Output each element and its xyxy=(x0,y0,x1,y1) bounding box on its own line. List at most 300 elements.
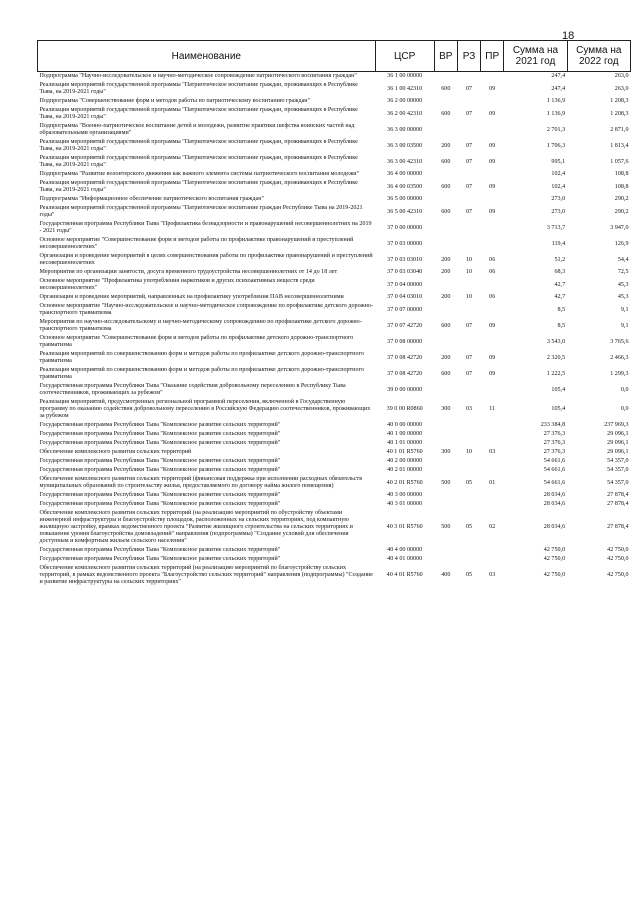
row-sum-2021-cell: 119,4 xyxy=(551,240,566,247)
row-name-cell: Государственная программа Республики Тыва "Комплексное развитие сельских территорий" xyxy=(39,431,281,437)
row-name-cell: Государственная программа Республики Тыва "Комплексное развитие сельских территорий" xyxy=(39,422,281,428)
row-sum-2022-cell: 290,2 xyxy=(614,196,629,202)
row-sum-2022-cell: 2 466,3 xyxy=(610,354,629,361)
row-sum-2021-cell: 54 661,6 xyxy=(543,458,566,464)
row-rz-cell: 07 xyxy=(465,183,473,190)
row-rz-cell: 10 xyxy=(465,294,473,300)
row-sum-2021-cell: 28 034,6 xyxy=(543,501,566,507)
row-pr-cell xyxy=(481,457,504,466)
row-vr-cell xyxy=(434,220,457,236)
row-sum-2021-cell: 1 136,9 xyxy=(546,110,566,117)
row-rz-cell: 05 xyxy=(465,479,473,486)
row-vr-cell xyxy=(434,466,457,475)
row-code-cell: 40 1 01 00000 xyxy=(387,440,423,446)
row-code-cell: 40 1 00 00000 xyxy=(387,431,423,437)
row-code-cell: 40 4 01 00000 xyxy=(387,556,423,562)
row-vr-cell xyxy=(434,122,457,138)
row-vr-cell: 500 xyxy=(441,479,451,486)
row-pr-cell xyxy=(481,466,504,475)
table-header-row xyxy=(38,41,631,72)
row-sum-2022-cell: 0,0 xyxy=(620,386,629,393)
row-code-cell: 40 3 01 R5760 xyxy=(386,524,423,530)
row-sum-2021-cell: 1 136,9 xyxy=(546,98,566,104)
budget-table xyxy=(37,40,631,587)
row-sum-2021-cell: 8,5 xyxy=(557,306,566,313)
row-rz-cell xyxy=(457,195,480,204)
row-code-cell: 37 0 08 42720 xyxy=(387,370,423,377)
row-code-cell: 40 2 01 R5760 xyxy=(386,479,423,486)
row-sum-2022-cell: 0,0 xyxy=(620,406,629,412)
row-rz-cell xyxy=(457,500,480,509)
table-row xyxy=(38,236,631,252)
row-sum-2022-cell: 9,1 xyxy=(620,306,629,313)
row-sum-2022-cell: 3 765,6 xyxy=(610,338,629,345)
row-rz-cell xyxy=(457,122,480,138)
row-pr-cell: 02 xyxy=(489,524,496,530)
row-sum-2021-cell: 102,4 xyxy=(551,171,566,177)
row-code-cell: 37 0 04 00000 xyxy=(387,281,423,288)
row-code-cell: 37 0 07 42720 xyxy=(387,322,423,329)
row-rz-cell: 07 xyxy=(465,370,473,377)
row-rz-cell: 10 xyxy=(465,449,473,455)
row-sum-2022-cell: 29 096,1 xyxy=(607,449,629,455)
row-vr-cell: 600 xyxy=(441,110,451,117)
table-row xyxy=(38,448,631,457)
row-code-cell: 36 2 00 00000 xyxy=(387,98,423,104)
row-sum-2022-cell: 54 357,0 xyxy=(607,467,629,473)
row-vr-cell xyxy=(434,277,457,293)
table-body xyxy=(38,72,631,588)
row-sum-2021-cell: 42,7 xyxy=(554,281,566,288)
header-pr: ПР xyxy=(481,41,504,72)
row-name-cell: Реализация мероприятий по совершенствованию форм и методов работы по профилактике детского дорожно-транспортного травматизма xyxy=(39,351,364,364)
row-rz-cell xyxy=(457,170,480,179)
row-vr-cell xyxy=(434,170,457,179)
row-sum-2022-cell: 263,0 xyxy=(614,85,629,92)
row-pr-cell xyxy=(481,421,504,430)
table-row xyxy=(38,398,631,421)
row-pr-cell: 09 xyxy=(489,85,496,92)
row-vr-cell: 200 xyxy=(441,142,451,149)
row-name-cell: Государственная программа Республики Тыва "Комплексное развитие сельских территорий" xyxy=(39,440,281,446)
row-sum-2021-cell: 28 034,6 xyxy=(543,492,566,498)
row-name-cell: Мероприятия по организации занятости, досуга временного трудоустройства несовершеннолетних от 14 до 18 лет xyxy=(39,269,338,275)
row-pr-cell xyxy=(481,555,504,564)
row-code-cell: 36 5 00 42310 xyxy=(387,208,423,215)
row-pr-cell: 11 xyxy=(489,406,496,412)
row-sum-2021-cell: 102,4 xyxy=(551,183,566,190)
row-vr-cell: 600 xyxy=(441,208,451,215)
row-sum-2021-cell: 42 750,0 xyxy=(543,572,566,578)
row-sum-2021-cell: 2 320,5 xyxy=(546,354,566,361)
row-name-cell: Основное мероприятие "Совершенствование форм и методов работы по профилактике детского дорожно-транспортного травматизма xyxy=(39,335,354,348)
row-rz-cell: 07 xyxy=(465,158,473,165)
row-name-cell: Обеспечение комплексного развития сельских территорий xyxy=(39,449,192,455)
row-name-cell: Основное мероприятие "Научно-исследовательское и научно-методическое сопровождение по профилактике детского дорожно-транспортного травматизма xyxy=(39,303,374,316)
row-rz-cell xyxy=(457,302,480,318)
row-rz-cell: 07 xyxy=(465,354,473,361)
row-sum-2021-cell: 273,0 xyxy=(551,208,566,215)
table-row xyxy=(38,268,631,277)
row-rz-cell: 10 xyxy=(465,256,473,263)
table-row xyxy=(38,350,631,366)
row-code-cell: 39 0 00 00000 xyxy=(387,386,423,393)
row-sum-2021-cell: 54 661,6 xyxy=(543,467,566,473)
row-code-cell: 37 0 04 03010 xyxy=(387,294,423,300)
row-sum-2021-cell: 233 384,8 xyxy=(540,422,566,428)
row-vr-cell: 600 xyxy=(441,183,451,190)
row-vr-cell xyxy=(434,439,457,448)
row-code-cell: 40 3 00 00000 xyxy=(387,492,423,498)
row-code-cell: 36 1 00 42310 xyxy=(387,85,423,92)
table-row xyxy=(38,430,631,439)
row-sum-2021-cell: 247,4 xyxy=(551,85,566,92)
row-sum-2022-cell: 45,3 xyxy=(617,294,629,300)
row-sum-2022-cell: 126,9 xyxy=(614,240,629,247)
row-code-cell: 40 2 00 00000 xyxy=(387,458,423,464)
row-rz-cell xyxy=(457,491,480,500)
row-code-cell: 39 0 00 R0860 xyxy=(386,406,423,412)
row-sum-2021-cell: 42,7 xyxy=(554,294,566,300)
row-vr-cell: 500 xyxy=(441,524,451,530)
row-pr-cell xyxy=(481,500,504,509)
row-rz-cell: 03 xyxy=(465,406,473,412)
row-sum-2022-cell: 263,0 xyxy=(614,73,629,79)
row-name-cell: Государственная программа Республики Тыва "Комплексное развитие сельских территорий" xyxy=(39,458,281,464)
table-row xyxy=(38,122,631,138)
row-name-cell: Реализация мероприятий государственной программы "Патриотическое воспитание граждан, проживающих в Республике Тыва, на 2019-2021 годы" xyxy=(39,180,358,193)
row-name-cell: Реализация мероприятий государственной программы "Патриотическое воспитание граждан, проживающих в Республике Тыва, на 2019-2021 годы" xyxy=(39,82,358,95)
row-vr-cell: 200 xyxy=(441,256,451,263)
row-sum-2021-cell: 247,4 xyxy=(551,73,566,79)
row-pr-cell xyxy=(481,382,504,398)
row-code-cell: 37 0 03 03010 xyxy=(387,256,423,263)
row-sum-2022-cell: 3 947,0 xyxy=(610,224,629,231)
row-name-cell: Государственная программа Республики Тыва "Комплексное развитие сельских территорий" xyxy=(39,501,281,507)
row-rz-cell: 05 xyxy=(465,572,473,578)
header-name: Наименование xyxy=(38,41,376,72)
row-pr-cell xyxy=(481,277,504,293)
row-vr-cell xyxy=(434,302,457,318)
row-sum-2021-cell: 68,3 xyxy=(554,269,566,275)
row-vr-cell xyxy=(434,457,457,466)
table-row xyxy=(38,154,631,170)
row-vr-cell xyxy=(434,491,457,500)
row-name-cell: Реализация мероприятий государственной программы "Патриотическое воспитание граждан, проживающих в Республике Тыва, на 2019-2021 годы" xyxy=(39,155,358,168)
row-code-cell: 40 2 01 00000 xyxy=(387,467,423,473)
row-rz-cell xyxy=(457,555,480,564)
row-sum-2021-cell: 1 222,5 xyxy=(546,370,566,377)
row-sum-2021-cell: 8,5 xyxy=(557,322,566,329)
table-row xyxy=(38,439,631,448)
row-code-cell: 36 5 00 00000 xyxy=(387,196,423,202)
row-sum-2021-cell: 42 750,0 xyxy=(543,547,566,553)
row-vr-cell: 600 xyxy=(441,85,451,92)
row-pr-cell xyxy=(481,302,504,318)
table-row xyxy=(38,466,631,475)
row-sum-2022-cell: 290,2 xyxy=(614,208,629,215)
row-vr-cell xyxy=(434,555,457,564)
row-pr-cell xyxy=(481,430,504,439)
row-name-cell: Государственная программа Республики Тыва "Профилактика безнадзорности и правонарушений несовершеннолетних на 2019 - 2021 годы" xyxy=(39,221,372,234)
row-vr-cell xyxy=(434,421,457,430)
row-vr-cell: 600 xyxy=(441,322,451,329)
table-row xyxy=(38,138,631,154)
row-rz-cell: 05 xyxy=(465,524,473,530)
table-row xyxy=(38,81,631,97)
row-vr-cell: 600 xyxy=(441,370,451,377)
row-sum-2022-cell: 42 750,0 xyxy=(607,556,629,562)
row-pr-cell xyxy=(481,122,504,138)
row-vr-cell: 200 xyxy=(441,294,451,300)
row-name-cell: Подпрограмма "Научно-исследовательское и научно-методическое сопровождение патриотического воспитания граждан" xyxy=(39,73,357,79)
table-row xyxy=(38,72,631,82)
row-sum-2022-cell: 45,3 xyxy=(617,281,629,288)
row-sum-2022-cell: 54,4 xyxy=(617,256,629,263)
row-rz-cell: 07 xyxy=(465,322,473,329)
row-code-cell: 40 0 00 00000 xyxy=(387,422,423,428)
row-sum-2022-cell: 42 750,0 xyxy=(607,547,629,553)
row-vr-cell: 200 xyxy=(441,269,451,275)
row-rz-cell xyxy=(457,439,480,448)
row-pr-cell xyxy=(481,195,504,204)
row-sum-2021-cell: 27 376,3 xyxy=(543,431,566,437)
table-row xyxy=(38,318,631,334)
row-sum-2021-cell: 1 706,3 xyxy=(546,142,566,149)
row-pr-cell: 09 xyxy=(489,370,496,377)
row-code-cell: 36 3 00 00000 xyxy=(387,126,423,133)
row-vr-cell xyxy=(434,500,457,509)
table-row xyxy=(38,334,631,350)
row-name-cell: Государственная программа Республики Тыва "Комплексное развитие сельских территорий" xyxy=(39,467,281,473)
row-pr-cell: 06 xyxy=(489,256,496,263)
row-rz-cell xyxy=(457,334,480,350)
row-sum-2022-cell: 42 750,0 xyxy=(607,572,629,578)
row-name-cell: Подпрограмма "Военно-патриотическое воспитание детей и молодежи, развитие практики шефства воинских частей над образовательными организациями" xyxy=(39,123,355,136)
row-rz-cell xyxy=(457,382,480,398)
row-rz-cell xyxy=(457,430,480,439)
row-code-cell: 36 4 00 03500 xyxy=(387,183,423,190)
row-pr-cell: 09 xyxy=(489,208,496,215)
row-sum-2022-cell: 1 208,3 xyxy=(610,110,629,117)
row-rz-cell xyxy=(457,72,480,82)
row-rz-cell xyxy=(457,421,480,430)
row-pr-cell xyxy=(481,220,504,236)
table-row xyxy=(38,106,631,122)
row-code-cell: 40 4 00 00000 xyxy=(387,547,423,553)
row-sum-2022-cell: 108,8 xyxy=(614,171,629,177)
table-row xyxy=(38,366,631,382)
row-pr-cell: 06 xyxy=(489,294,496,300)
row-pr-cell: 01 xyxy=(489,479,496,486)
row-sum-2021-cell: 42 750,0 xyxy=(543,556,566,562)
row-code-cell: 36 4 00 00000 xyxy=(387,171,423,177)
row-sum-2022-cell: 27 878,4 xyxy=(607,524,629,530)
row-name-cell: Государственная программа Республики Тыва "Комплексное развитие сельских территорий" xyxy=(39,556,281,562)
row-sum-2021-cell: 273,0 xyxy=(551,196,566,202)
row-pr-cell: 09 xyxy=(489,158,496,165)
row-sum-2021-cell: 3 543,0 xyxy=(546,338,566,345)
row-pr-cell: 09 xyxy=(489,183,496,190)
row-rz-cell xyxy=(457,97,480,106)
table-row xyxy=(38,277,631,293)
row-sum-2022-cell: 29 096,1 xyxy=(607,440,629,446)
row-name-cell: Основное мероприятие "Профилактика употребления наркотиков и других психоактивных веществ среди несовершеннолетних" xyxy=(39,278,315,291)
row-vr-cell: 200 xyxy=(441,354,451,361)
table-row xyxy=(38,170,631,179)
row-code-cell: 37 0 03 00000 xyxy=(387,240,423,247)
row-code-cell: 36 2 00 42310 xyxy=(387,110,423,117)
row-name-cell: Мероприятия по научно-исследовательскому и научно-методическому сопровождению по профилактике детского дорожно-транспортного травматизма xyxy=(39,319,362,332)
row-sum-2022-cell: 72,5 xyxy=(617,269,629,275)
row-code-cell: 36 3 00 42310 xyxy=(387,158,423,165)
row-vr-cell xyxy=(434,72,457,82)
row-name-cell: Обеспечение комплексного развития сельских территорий (на реализацию мероприятий по благоустройству сельских территорий, в рамках ведомственного проекта "Благоустройство сельских территорий" направления (подпрограммы) "Создание и развитие инфраструктуры на сельских территориях" xyxy=(39,565,373,585)
page-number: 18 xyxy=(562,30,575,42)
row-name-cell: Подпрограмма "Развитие волонтерского движения как важного элемента системы патриотического воспитания молодежи" xyxy=(39,171,360,177)
row-pr-cell xyxy=(481,546,504,555)
row-rz-cell: 10 xyxy=(465,269,473,275)
row-pr-cell xyxy=(481,170,504,179)
table-row xyxy=(38,220,631,236)
row-sum-2022-cell: 1 813,4 xyxy=(610,142,629,149)
table-row xyxy=(38,382,631,398)
row-sum-2022-cell: 237 969,3 xyxy=(604,422,629,428)
row-code-cell: 40 4 01 R5760 xyxy=(386,572,423,578)
row-pr-cell xyxy=(481,97,504,106)
row-pr-cell: 09 xyxy=(489,322,496,329)
row-sum-2021-cell: 3 713,7 xyxy=(546,224,566,231)
row-rz-cell: 07 xyxy=(465,142,473,149)
row-pr-cell: 03 xyxy=(489,572,496,578)
row-sum-2022-cell: 29 096,1 xyxy=(607,431,629,437)
row-vr-cell: 300 xyxy=(441,449,451,455)
row-vr-cell xyxy=(434,382,457,398)
header-sum-2021: Сумма на 2021 год xyxy=(504,41,567,72)
table-row xyxy=(38,195,631,204)
row-name-cell: Организация и проведение мероприятий, направленных на профилактику употребления ПАВ несовершеннолетними xyxy=(39,294,344,300)
row-code-cell: 37 0 03 03040 xyxy=(387,269,423,275)
row-sum-2022-cell: 9,1 xyxy=(620,322,629,329)
row-vr-cell xyxy=(434,97,457,106)
table-row xyxy=(38,475,631,491)
row-code-cell: 37 0 00 00000 xyxy=(387,224,423,231)
row-pr-cell: 09 xyxy=(489,110,496,117)
header-rz: РЗ xyxy=(457,41,480,72)
row-rz-cell: 07 xyxy=(465,85,473,92)
row-name-cell: Государственная программа Республики Тыва "Оказание содействия добровольному переселению в Республику Тыва соотечественников, проживающих за рубежом" xyxy=(39,383,346,396)
row-rz-cell xyxy=(457,277,480,293)
row-pr-cell xyxy=(481,439,504,448)
row-code-cell: 37 0 08 00000 xyxy=(387,338,423,345)
row-sum-2022-cell: 1 299,3 xyxy=(610,370,629,377)
row-sum-2022-cell: 54 357,0 xyxy=(607,458,629,464)
row-vr-cell: 300 xyxy=(441,406,451,412)
row-sum-2021-cell: 995,1 xyxy=(551,158,566,165)
table-row xyxy=(38,421,631,430)
row-code-cell: 40 3 01 00000 xyxy=(387,501,423,507)
row-rz-cell xyxy=(457,457,480,466)
row-name-cell: Реализация мероприятий государственной программы "Патриотическое воспитание граждан Республике Тыва на 2019-2021 годы" xyxy=(39,205,363,218)
row-name-cell: Государственная программа Республики Тыва "Комплексное развитие сельских территорий" xyxy=(39,547,281,553)
table-row xyxy=(38,546,631,555)
row-sum-2021-cell: 2 701,3 xyxy=(546,126,566,133)
table-row xyxy=(38,293,631,302)
row-rz-cell xyxy=(457,466,480,475)
table-row xyxy=(38,555,631,564)
row-vr-cell: 600 xyxy=(441,158,451,165)
row-code-cell: 37 0 07 00000 xyxy=(387,306,423,313)
table-row xyxy=(38,509,631,546)
table-row xyxy=(38,252,631,268)
row-pr-cell: 03 xyxy=(489,449,496,455)
header-vr: ВР xyxy=(434,41,457,72)
table-row xyxy=(38,491,631,500)
row-sum-2022-cell: 1 057,6 xyxy=(610,158,629,165)
row-vr-cell xyxy=(434,430,457,439)
row-sum-2021-cell: 105,4 xyxy=(551,406,566,412)
row-vr-cell xyxy=(434,546,457,555)
row-vr-cell: 400 xyxy=(441,572,451,578)
row-pr-cell xyxy=(481,334,504,350)
row-rz-cell: 07 xyxy=(465,208,473,215)
row-sum-2021-cell: 27 376,3 xyxy=(543,440,566,446)
table-row xyxy=(38,179,631,195)
row-rz-cell xyxy=(457,236,480,252)
row-name-cell: Подпрограмма "Совершенствование форм и методов работы по патриотическому воспитанию граждан" xyxy=(39,98,311,104)
row-rz-cell xyxy=(457,220,480,236)
row-sum-2022-cell: 27 878,4 xyxy=(607,501,629,507)
row-code-cell: 37 0 08 42720 xyxy=(387,354,423,361)
row-name-cell: Реализация мероприятий государственной программы "Патриотическое воспитание граждан, проживающих в Республике Тыва, на 2019-2021 годы" xyxy=(39,107,358,120)
row-name-cell: Организация и проведение мероприятий в целях совершенствования работы по профилактике правонарушений и преступлений несовершеннолетних xyxy=(39,253,373,266)
row-sum-2022-cell: 1 208,3 xyxy=(610,98,629,104)
table-row xyxy=(38,97,631,106)
table-row xyxy=(38,564,631,587)
row-pr-cell xyxy=(481,491,504,500)
row-pr-cell: 09 xyxy=(489,354,496,361)
table-row xyxy=(38,302,631,318)
row-name-cell: Основное мероприятие "Совершенствование форм и методов работы по профилактике правонарушений и преступлений несовершеннолетних" xyxy=(39,237,354,250)
row-rz-cell: 07 xyxy=(465,110,473,117)
row-name-cell: Обеспечение комплексного развития сельских территорий (финансовая поддержка при исполнении расходных обязательств муниципальных образований по строительству жилья, предоставляемого по договору найма жилого помещения) xyxy=(39,476,363,489)
row-sum-2022-cell: 108,8 xyxy=(614,183,629,190)
row-name-cell: Реализация мероприятий государственной программы "Патриотическое воспитание граждан, проживающих в Республике Тыва, на 2019-2021 годы" xyxy=(39,139,358,152)
row-name-cell: Подпрограмма "Информационное обеспечение патриотического воспитания граждан" xyxy=(39,196,264,202)
row-vr-cell xyxy=(434,195,457,204)
row-vr-cell xyxy=(434,236,457,252)
row-pr-cell xyxy=(481,72,504,82)
row-name-cell: Реализация мероприятий по совершенствованию форм и методов работы по профилактике детского дорожно-транспортного травматизма xyxy=(39,367,364,380)
header-sum-2022: Сумма на 2022 год xyxy=(567,41,630,72)
table-row xyxy=(38,204,631,220)
table-row xyxy=(38,500,631,509)
header-code: ЦСР xyxy=(375,41,434,72)
row-sum-2022-cell: 54 357,0 xyxy=(607,479,629,486)
row-pr-cell: 06 xyxy=(489,269,496,275)
row-pr-cell: 09 xyxy=(489,142,496,149)
row-name-cell: Обеспечение комплексного развития сельских территорий (на реализацию мероприятий по обустройству объектами инженерной инфраструктуры и благоустройству площадок, расположенных на сельских территориях, под компактную жилищную застройку, врамках ведомственного проекта "Развитие жилищного строительства на сельских территориях и повышение уровня благоустройства домовладений" направления (подпрограммы) "Создание условий для обеспечения доступным и комфортным жильем сельского населения" xyxy=(39,510,353,544)
row-sum-2022-cell: 2 871,0 xyxy=(610,126,629,133)
row-sum-2021-cell: 54 661,6 xyxy=(543,479,566,486)
row-rz-cell xyxy=(457,546,480,555)
row-sum-2021-cell: 105,4 xyxy=(551,386,566,393)
row-sum-2021-cell: 28 034,6 xyxy=(543,524,566,530)
row-sum-2021-cell: 27 376,3 xyxy=(543,449,566,455)
row-code-cell: 36 1 00 00000 xyxy=(387,73,423,79)
row-code-cell: 40 1 01 R5760 xyxy=(386,449,423,455)
row-vr-cell xyxy=(434,334,457,350)
